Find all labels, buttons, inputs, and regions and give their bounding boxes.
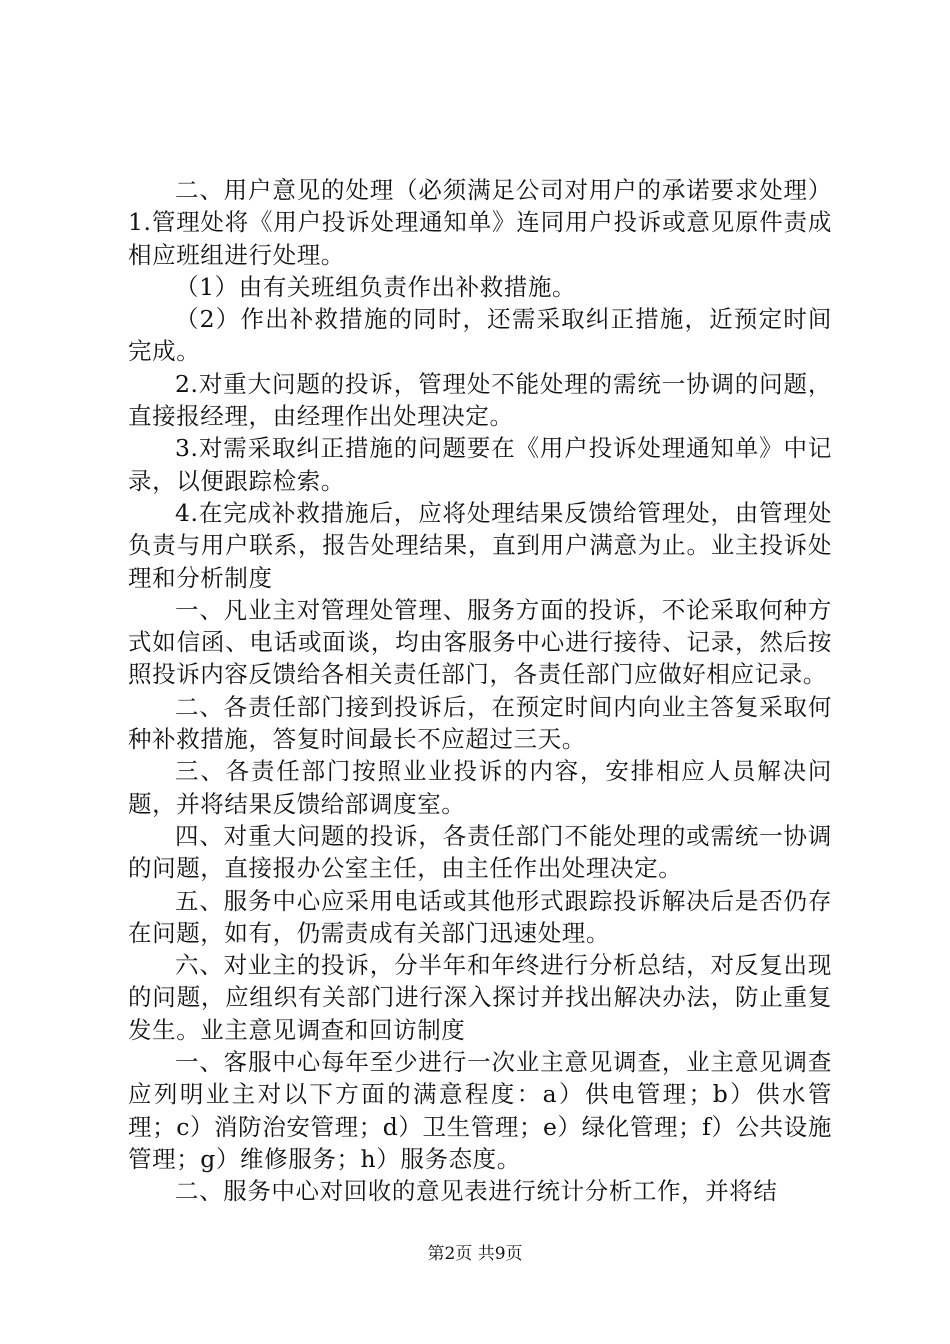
paragraph: 四、对重大问题的投诉，各责任部门不能处理的或需统一协调的问题，直接报办公室主任，由主任作出处理决定。 — [128, 821, 832, 883]
paragraph: 2.对重大问题的投诉，管理处不能处理的需统一协调的问题，直接报经理，由经理作出处理决定。 — [128, 369, 832, 431]
paragraph: 4.在完成补救措施后，应将处理结果反馈给管理处，由管理处负责与用户联系，报告处理结果，直到用户满意为止。业主投诉处理和分析制度 — [128, 498, 832, 592]
paragraph: （2）作出补救措施的同时，还需采取纠正措施，近预定时间完成。 — [128, 305, 832, 366]
paragraph: 五、服务中心应采用电话或其他形式跟踪投诉解决后是否仍存在问题，如有，仍需责成有关部门迅速处理。 — [128, 886, 832, 947]
paragraph: 一、凡业主对管理处管理、服务方面的投诉，不论采取何种方式如信函、电话或面谈，均由客服务中心进行接待、记录，然后按照投诉内容反馈给各相关责任部门，各责任部门应做好相应记录。 — [128, 595, 832, 689]
paragraph: 六、对业主的投诉，分半年和年终进行分析总结，对反复出现的问题，应组织有关部门进行深入探讨并找出解决办法，防止重复发生。业主意见调查和回访制度 — [128, 951, 832, 1044]
paragraph: 二、各责任部门接到投诉后，在预定时间内向业主答复采取何种补救措施，答复时间最长不应超过三天。 — [128, 692, 832, 754]
paragraph: 三、各责任部门按照业业投诉的内容，安排相应人员解决问题，并将结果反馈给部调度室。 — [128, 757, 832, 818]
document-body — [128, 174, 832, 1208]
page-footer: 第2页 共9页 — [427, 1244, 523, 1264]
paragraph: 3.对需采取纠正措施的问题要在《用户投诉处理通知单》中记录，以便跟踪检索。 — [128, 434, 832, 495]
paragraph: 一、客服中心每年至少进行一次业主意见调查，业主意见调查应列明业主对以下方面的满意程度：a）供电管理；b）供水管理；c）消防治安管理；d）卫生管理；e）绿化管理；f）公共设施管理；g）维修服务；h）服务态度。 — [128, 1048, 832, 1173]
paragraph: 二、服务中心对回收的意见表进行统计分析工作，并将结 — [175, 1177, 778, 1206]
paragraph: 二、用户意见的处理（必须满足公司对用户的承诺要求处理）1.管理处将《用户投诉处理通知单》连同用户投诉或意见原件责成相应班组进行处理。 — [128, 176, 832, 269]
paragraph: （1）由有关班组负责作出补救措施。 — [175, 272, 577, 301]
